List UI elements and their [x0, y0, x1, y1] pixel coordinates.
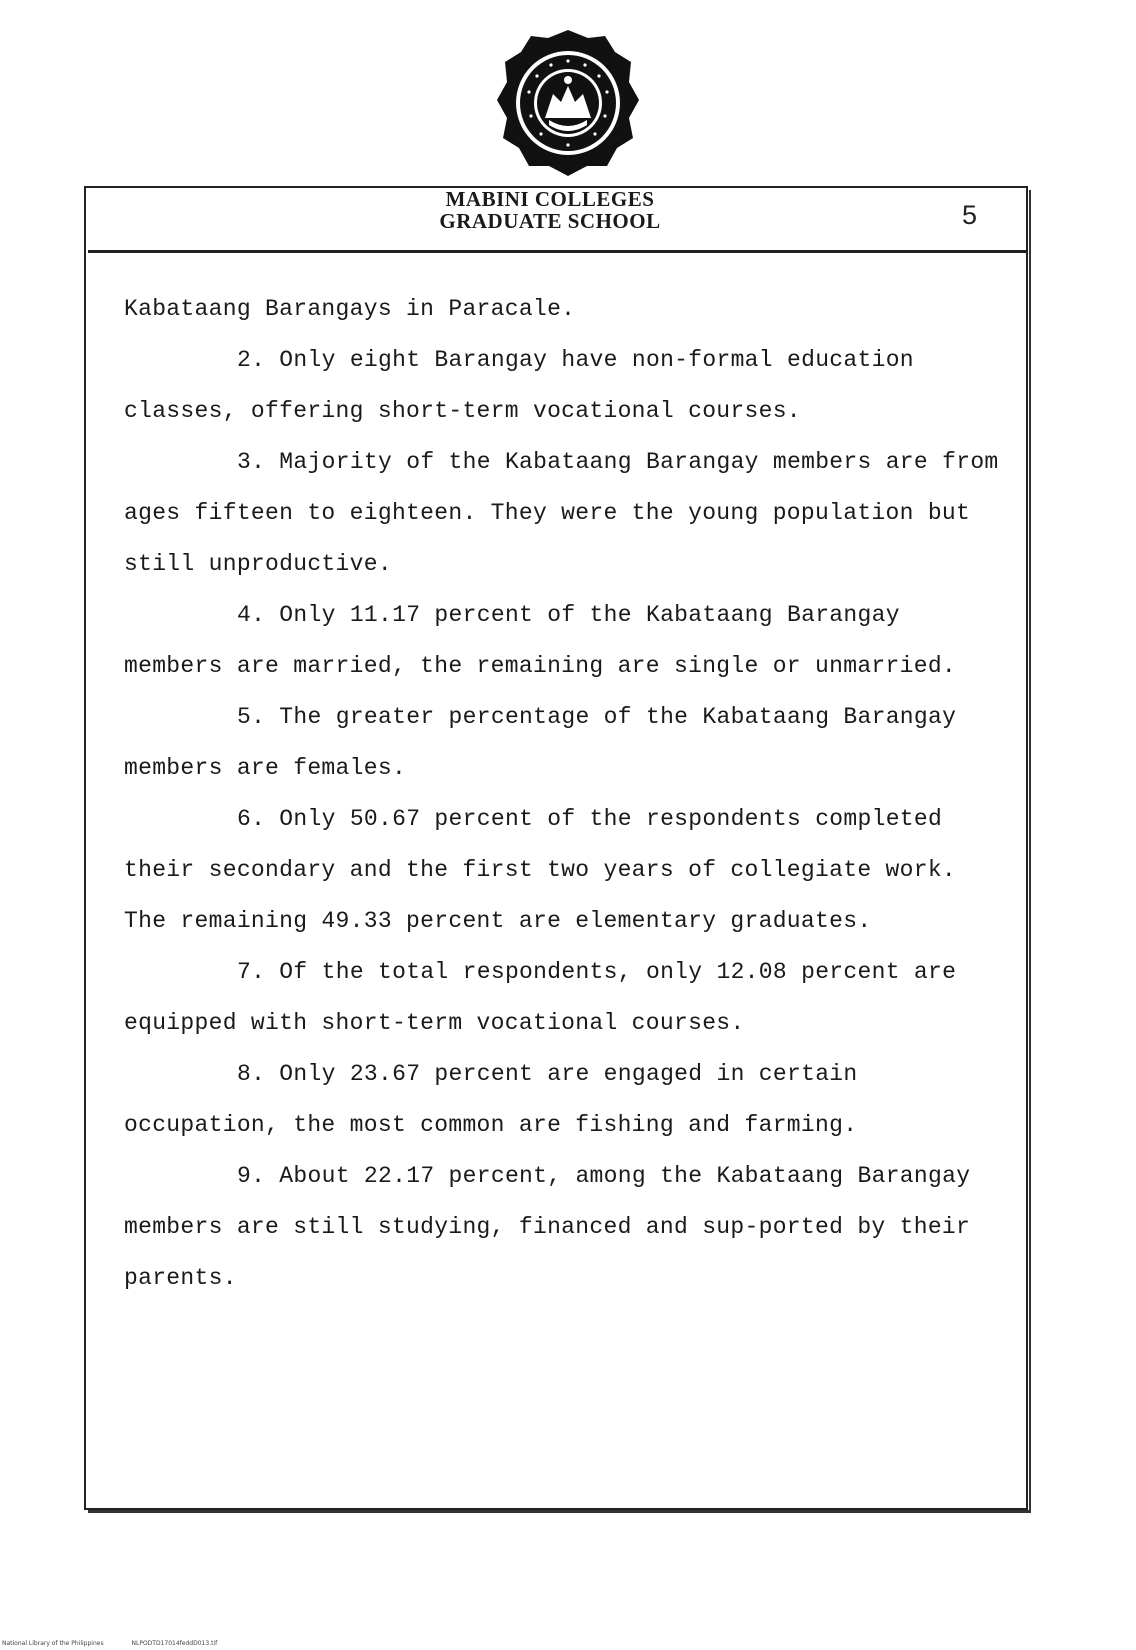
scan-footer: [2, 1640, 243, 1647]
opening-line: Kabataang Barangays in Paracale.: [124, 296, 576, 322]
file-id: NLPODTD17014feddD013.tif: [131, 1640, 218, 1647]
finding-item: 4. Only 11.17 percent of the Kabataang Barangay members are married, the remaining are single or unmarried.: [124, 602, 957, 679]
finding-item: 7. Of the total respondents, only 12.08 percent are equipped with short-term vocational courses.: [124, 959, 957, 1036]
header-divider: [88, 250, 1026, 253]
school-name: GRADUATE SCHOOL: [439, 209, 661, 233]
institution-name: MABINI COLLEGES: [445, 187, 655, 211]
finding-item: 2. Only eight Barangay have non-formal education classes, offering short-term vocational courses.: [124, 347, 914, 424]
finding-item: 9. About 22.17 percent, among the Kabataang Barangay members are still studying, financed and sup-ported by their parents.: [124, 1163, 971, 1291]
document-body: [124, 284, 1004, 1304]
library-credit: National Library of the Philippines: [2, 1640, 104, 1647]
finding-item: 6. Only 50.67 percent of the respondents completed their secondary and the first two years of collegiate work. The remaining 49.33 percent are elementary graduates.: [124, 806, 957, 934]
finding-item: 5. The greater percentage of the Kabataang Barangay members are females.: [124, 704, 957, 781]
institution-seal-icon: [493, 28, 643, 178]
finding-item: 8. Only 23.67 percent are engaged in certain occupation, the most common are fishing and farming.: [124, 1061, 858, 1138]
page-number: 5: [962, 200, 978, 230]
finding-item: 3. Majority of the Kabataang Barangay members are from ages fifteen to eighteen. They were the young population but still unproductive.: [124, 449, 999, 577]
